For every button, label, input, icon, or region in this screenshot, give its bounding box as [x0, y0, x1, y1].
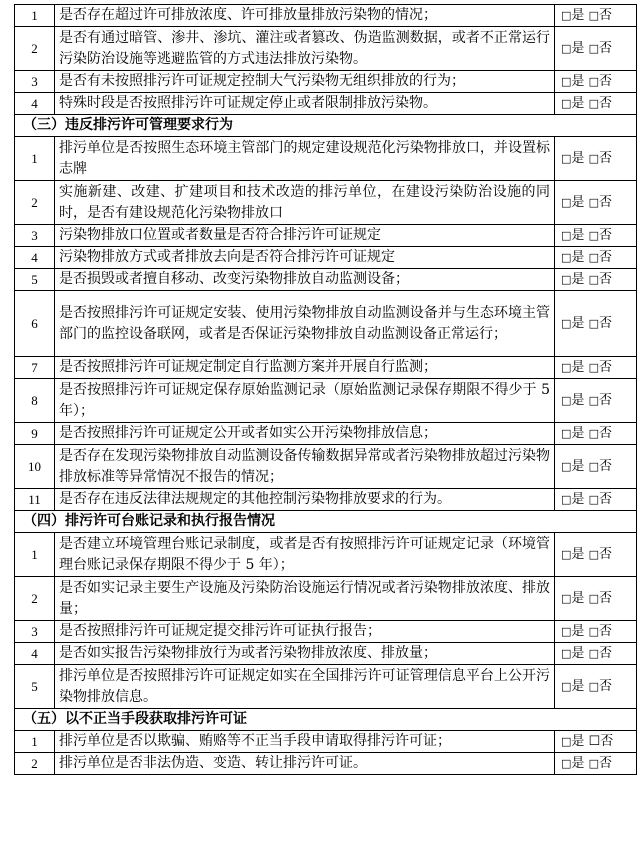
no-label: 否	[598, 151, 612, 166]
row-number: 2	[15, 27, 55, 71]
yes-label: 是	[571, 591, 585, 606]
answer-options	[555, 731, 637, 753]
yes-label: 是	[571, 734, 585, 749]
table-row	[15, 753, 637, 775]
inspection-checklist-table	[14, 4, 637, 775]
table-row	[15, 445, 637, 489]
no-label: 否	[598, 316, 612, 331]
no-label: 否	[598, 250, 612, 265]
row-number: 1	[15, 533, 55, 577]
yes-label: 是	[571, 459, 585, 474]
row-question: 是否存在超过许可排放浓度、许可排放量排放污染物的情况；	[55, 5, 555, 27]
row-question: 是否有通过暗管、渗井、渗坑、灌注或者篡改、伪造监测数据，或者不正常运行污染防治设施等逃避监管的方式违法排放污染物。	[55, 27, 555, 71]
no-label: 否	[598, 195, 612, 210]
no-checkbox[interactable]: □	[588, 97, 599, 110]
table-row	[15, 577, 637, 621]
yes-label: 是	[571, 250, 585, 265]
yes-checkbox[interactable]: □	[561, 361, 572, 374]
answer-options	[555, 445, 637, 489]
yes-label: 是	[571, 228, 585, 243]
row-number: 5	[15, 665, 55, 709]
row-number: 4	[15, 93, 55, 115]
answer-options	[555, 71, 637, 93]
answer-options	[555, 5, 637, 27]
no-label: 否	[598, 426, 612, 441]
row-question: 排污单位是否按照排污许可证规定如实在全国排污许可证管理信息平台上公开污染物排放信息。	[55, 665, 555, 709]
table-row	[15, 665, 637, 709]
yes-label: 是	[571, 646, 585, 661]
table-row	[15, 423, 637, 445]
no-checkbox[interactable]: □	[588, 9, 599, 22]
no-checkbox[interactable]: □	[588, 592, 599, 605]
no-label: 否	[598, 492, 612, 507]
row-number: 5	[15, 269, 55, 291]
answer-options	[555, 247, 637, 269]
yes-label: 是	[571, 492, 585, 507]
yes-checkbox[interactable]: □	[561, 394, 572, 407]
no-label: 否	[598, 393, 612, 408]
table-row	[15, 291, 637, 357]
no-label: 否	[598, 679, 612, 694]
answer-options	[555, 665, 637, 709]
no-label: 否	[598, 41, 612, 56]
no-checkbox[interactable]: □	[588, 427, 599, 440]
row-number: 3	[15, 71, 55, 93]
yes-label: 是	[571, 426, 585, 441]
row-number: 1	[15, 137, 55, 181]
no-checkbox[interactable]: □	[588, 75, 599, 88]
yes-checkbox[interactable]: □	[561, 97, 572, 110]
yes-label: 是	[571, 41, 585, 56]
answer-options	[555, 291, 637, 357]
row-number: 1	[15, 731, 55, 753]
yes-checkbox[interactable]: □	[561, 152, 572, 165]
row-number: 8	[15, 379, 55, 423]
row-number: 9	[15, 423, 55, 445]
answer-options	[555, 93, 637, 115]
yes-label: 是	[571, 393, 585, 408]
no-label: 否	[598, 8, 612, 23]
table-row	[15, 621, 637, 643]
row-question: 特殊时段是否按照排污许可证规定停止或者限制排放污染物。	[55, 93, 555, 115]
yes-checkbox[interactable]: □	[561, 493, 572, 506]
row-number: 11	[15, 489, 55, 511]
no-label: 否	[598, 228, 612, 243]
no-checkbox[interactable]: □	[588, 460, 599, 473]
yes-checkbox[interactable]: □	[561, 317, 572, 330]
yes-checkbox[interactable]: □	[561, 75, 572, 88]
yes-checkbox[interactable]: □	[561, 592, 572, 605]
yes-label: 是	[571, 547, 585, 562]
yes-checkbox[interactable]: □	[561, 548, 572, 561]
yes-label: 是	[571, 195, 585, 210]
yes-label: 是	[571, 756, 585, 771]
answer-options	[555, 533, 637, 577]
no-checkbox[interactable]: □	[588, 680, 599, 693]
section-header-row	[15, 115, 637, 137]
no-checkbox[interactable]: □	[588, 229, 599, 242]
no-label: 否	[598, 591, 612, 606]
yes-checkbox[interactable]: □	[561, 680, 572, 693]
row-number: 2	[15, 181, 55, 225]
row-question: 是否按照排污许可证规定保存原始监测记录（原始监测记录保存期限不得少于 5 年）；	[55, 379, 555, 423]
no-checkbox[interactable]: □	[588, 361, 599, 374]
no-checkbox[interactable]: □	[588, 42, 599, 55]
no-label: 否	[598, 756, 612, 771]
table-row	[15, 71, 637, 93]
yes-label: 是	[571, 679, 585, 694]
yes-checkbox[interactable]: □	[561, 647, 572, 660]
row-question: 是否如实记录主要生产设施及污染防治设施运行情况或者污染物排放浓度、排放量；	[55, 577, 555, 621]
no-checkbox[interactable]: □	[588, 196, 599, 209]
answer-options	[555, 753, 637, 775]
no-checkbox[interactable]: □	[588, 548, 599, 561]
yes-checkbox[interactable]: □	[561, 42, 572, 55]
answer-options	[555, 379, 637, 423]
no-label: 否	[598, 272, 612, 287]
table-row	[15, 643, 637, 665]
answer-options	[555, 269, 637, 291]
row-number: 4	[15, 247, 55, 269]
no-checkbox[interactable]: □	[588, 757, 599, 770]
table-row	[15, 731, 637, 753]
table-row	[15, 533, 637, 577]
table-row	[15, 5, 637, 27]
row-number: 3	[15, 621, 55, 643]
row-question: 是否按照排污许可证规定制定自行监测方案并开展自行监测；	[55, 357, 555, 379]
row-question: 是否如实报告污染物排放行为或者污染物排放浓度、排放量；	[55, 643, 555, 665]
row-question: 是否损毁或者擅自移动、改变污染物排放自动监测设备；	[55, 269, 555, 291]
no-checkbox[interactable]: ☐	[588, 734, 601, 749]
answer-options	[555, 423, 637, 445]
section-title: （五）以不正当手段获取排污许可证	[15, 709, 637, 731]
table-row	[15, 379, 637, 423]
yes-checkbox[interactable]: □	[561, 427, 572, 440]
section-title: （四）排污许可台账记录和执行报告情况	[15, 511, 637, 533]
yes-checkbox[interactable]: □	[561, 9, 572, 22]
row-question: 排污单位是否以欺骗、贿赂等不正当手段申请取得排污许可证；	[55, 731, 555, 753]
no-checkbox[interactable]: □	[588, 273, 599, 286]
yes-checkbox[interactable]: □	[561, 251, 572, 264]
no-checkbox[interactable]: □	[588, 317, 599, 330]
row-number: 1	[15, 5, 55, 27]
no-label: 否	[598, 624, 612, 639]
row-question: 是否按照排污许可证规定公开或者如实公开污染物排放信息；	[55, 423, 555, 445]
yes-checkbox[interactable]: □	[561, 229, 572, 242]
table-row	[15, 181, 637, 225]
row-number: 7	[15, 357, 55, 379]
yes-checkbox[interactable]: □	[561, 625, 572, 638]
section-header-row	[15, 511, 637, 533]
no-checkbox[interactable]: □	[588, 493, 599, 506]
no-checkbox[interactable]: □	[588, 251, 599, 264]
row-question: 污染物排放口位置或者数量是否符合排污许可证规定	[55, 225, 555, 247]
row-question: 排污单位是否非法伪造、变造、转让排污许可证。	[55, 753, 555, 775]
yes-checkbox[interactable]: □	[561, 757, 572, 770]
yes-label: 是	[571, 151, 585, 166]
no-label: 否	[598, 96, 612, 111]
yes-label: 是	[571, 624, 585, 639]
no-checkbox[interactable]: □	[588, 152, 599, 165]
section-title: （三）违反排污许可管理要求行为	[15, 115, 637, 137]
yes-label: 是	[571, 316, 585, 331]
no-checkbox[interactable]: □	[588, 394, 599, 407]
yes-label: 是	[571, 74, 585, 89]
row-number: 2	[15, 753, 55, 775]
answer-options	[555, 27, 637, 71]
answer-options	[555, 643, 637, 665]
no-checkbox[interactable]: □	[588, 647, 599, 660]
section-header-row	[15, 709, 637, 731]
no-label: 否	[598, 646, 612, 661]
table-row	[15, 247, 637, 269]
table-row	[15, 489, 637, 511]
table-row	[15, 27, 637, 71]
row-number: 2	[15, 577, 55, 621]
no-label: 否	[598, 459, 612, 474]
row-question: 是否按照排污许可证规定提交排污许可证执行报告；	[55, 621, 555, 643]
row-question: 是否按照排污许可证规定安装、使用污染物排放自动监测设备并与生态环境主管部门的监控设备联网，或者是否保证污染物排放自动监测设备正常运行；	[55, 291, 555, 357]
answer-options	[555, 137, 637, 181]
table-row	[15, 269, 637, 291]
yes-checkbox[interactable]: □	[561, 735, 572, 748]
row-number: 6	[15, 291, 55, 357]
answer-options	[555, 225, 637, 247]
row-question: 是否有未按照排污许可证规定控制大气污染物无组织排放的行为；	[55, 71, 555, 93]
no-label: 否	[598, 360, 612, 375]
yes-label: 是	[571, 272, 585, 287]
row-number: 3	[15, 225, 55, 247]
row-question: 实施新建、改建、扩建项目和技术改造的排污单位，在建设污染防治设施的同时，是否有建设规范化污染物排放口	[55, 181, 555, 225]
table-row	[15, 357, 637, 379]
answer-options	[555, 621, 637, 643]
yes-label: 是	[571, 96, 585, 111]
yes-checkbox[interactable]: □	[561, 196, 572, 209]
no-label: 否	[598, 74, 612, 89]
row-number: 4	[15, 643, 55, 665]
table-row	[15, 225, 637, 247]
row-question: 是否存在发现污染物排放自动监测设备传输数据异常或者污染物排放超过污染物排放标准等异常情况不报告的情况；	[55, 445, 555, 489]
row-number: 10	[15, 445, 55, 489]
yes-checkbox[interactable]: □	[561, 460, 572, 473]
row-question: 是否建立环境管理台账记录制度，或者是否有按照排污许可证规定记录（环境管理台账记录保存期限不得少于 5 年）；	[55, 533, 555, 577]
no-label: 否	[600, 734, 614, 749]
answer-options	[555, 577, 637, 621]
row-question: 污染物排放方式或者排放去向是否符合排污许可证规定	[55, 247, 555, 269]
no-label: 否	[598, 547, 612, 562]
yes-label: 是	[571, 8, 585, 23]
table-row	[15, 137, 637, 181]
yes-label: 是	[571, 360, 585, 375]
yes-checkbox[interactable]: □	[561, 273, 572, 286]
row-question: 排污单位是否按照生态环境主管部门的规定建设规范化污染物排放口，并设置标志牌	[55, 137, 555, 181]
table-row	[15, 93, 637, 115]
no-checkbox[interactable]: □	[588, 625, 599, 638]
row-question: 是否存在违反法律法规规定的其他控制污染物排放要求的行为。	[55, 489, 555, 511]
answer-options	[555, 489, 637, 511]
answer-options	[555, 181, 637, 225]
answer-options	[555, 357, 637, 379]
